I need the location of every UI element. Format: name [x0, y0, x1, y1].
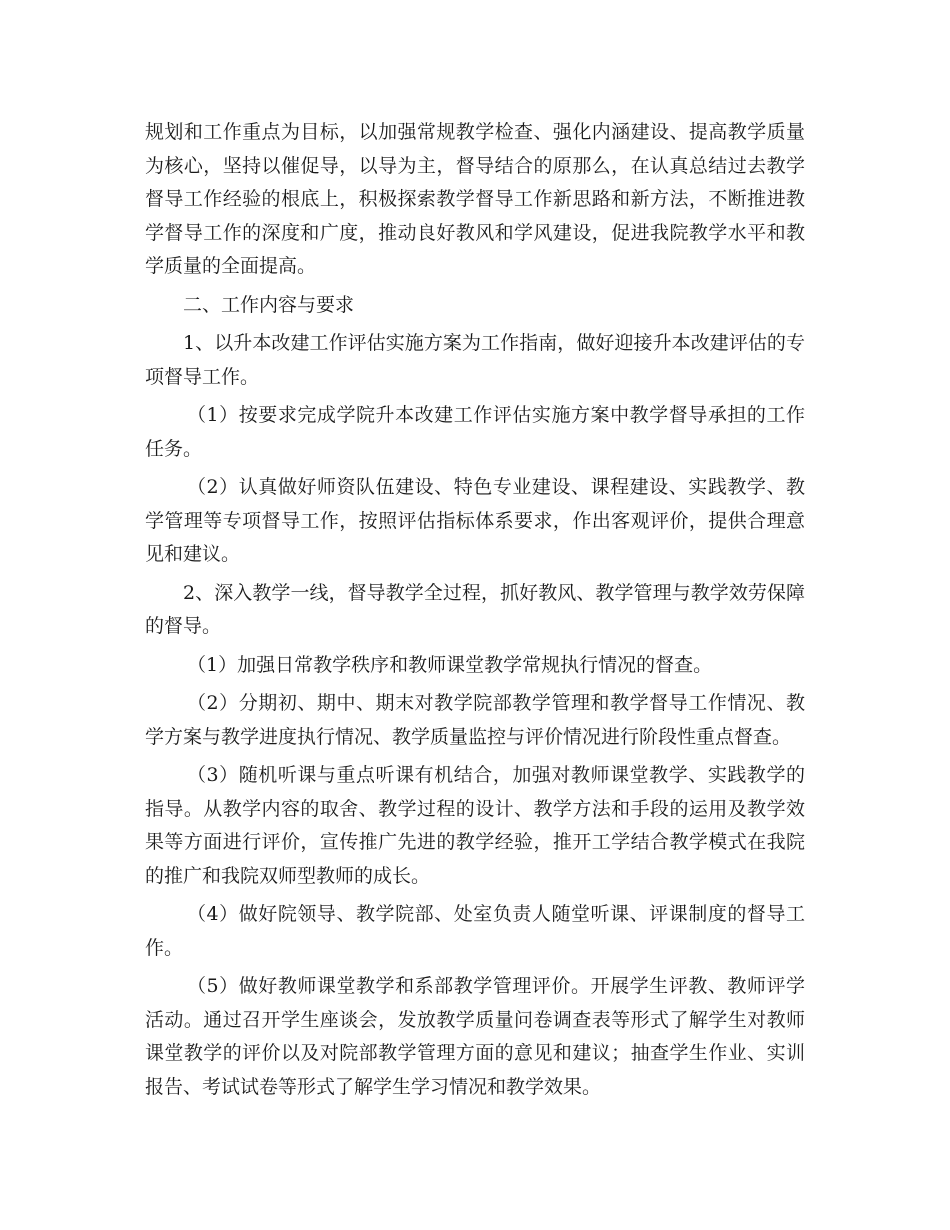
paragraph-item-1-1: （1）按要求完成学院升本改建工作评估实施方案中教学督导承担的工作任务。: [145, 404, 805, 460]
section-heading: 二、工作内容与要求: [183, 293, 355, 316]
paragraph-item-1: 1、以升本改建工作评估实施方案为工作指南，做好迎接升本改建评估的专项督导工作。: [145, 332, 805, 388]
paragraph-item-2: 2、深入教学一线，督导教学全过程，抓好教风、教学管理与教学效劳保障的督导。: [145, 581, 805, 637]
paragraph-continuation: 规划和工作重点为目标，以加强常规教学检查、强化内涵建设、提高教学质量为核心，坚持以催促导，以导为主，督导结合的原那么，在认真总结过去教学督导工作经验的根底上，积极探索教学督导工作新思路和新方法，不断推进教学督导工作的深度和广度，推动良好教风和学风建设，促进我院教学水平和教学质量的全面提高。: [145, 121, 805, 277]
paragraph-item-2-4: （4）做好院领导、教学院部、处室负责人随堂听课、评课制度的督导工作。: [145, 903, 805, 959]
paragraph-item-2-1: （1）加强日常教学秩序和教师课堂教学常规执行情况的督查。: [187, 653, 713, 676]
paragraph-item-2-5: （5）做好教师课堂教学和系部教学管理评价。开展学生评教、教师评学活动。通过召开学生座谈会，发放教学质量问卷调查表等形式了解学生对教师课堂教学的评价以及对院部教学管理方面的意见和建议；抽查学生作业、实训报告、考试试卷等形式了解学生学习情况和教学效果。: [145, 975, 805, 1098]
paragraph-item-2-3: （3）随机听课与重点听课有机结合，加强对教师课堂教学、实践教学的指导。从教学内容的取舍、教学过程的设计、教学方法和手段的运用及教学效果等方面进行评价，宣传推广先进的教学经验，推开工学结合教学模式在我院的推广和我院双师型教师的成长。: [145, 764, 805, 887]
paragraph-item-1-2: （2）认真做好师资队伍建设、特色专业建设、课程建设、实践教学、教学管理等专项督导工作，按照评估指标体系要求，作出客观评价，提供合理意见和建议。: [145, 476, 805, 565]
paragraph-item-2-2: （2）分期初、期中、期末对教学院部教学管理和教学督导工作情况、教学方案与教学进度执行情况、教学质量监控与评价情况进行阶段性重点督查。: [145, 692, 805, 748]
document-body: [145, 116, 805, 1104]
